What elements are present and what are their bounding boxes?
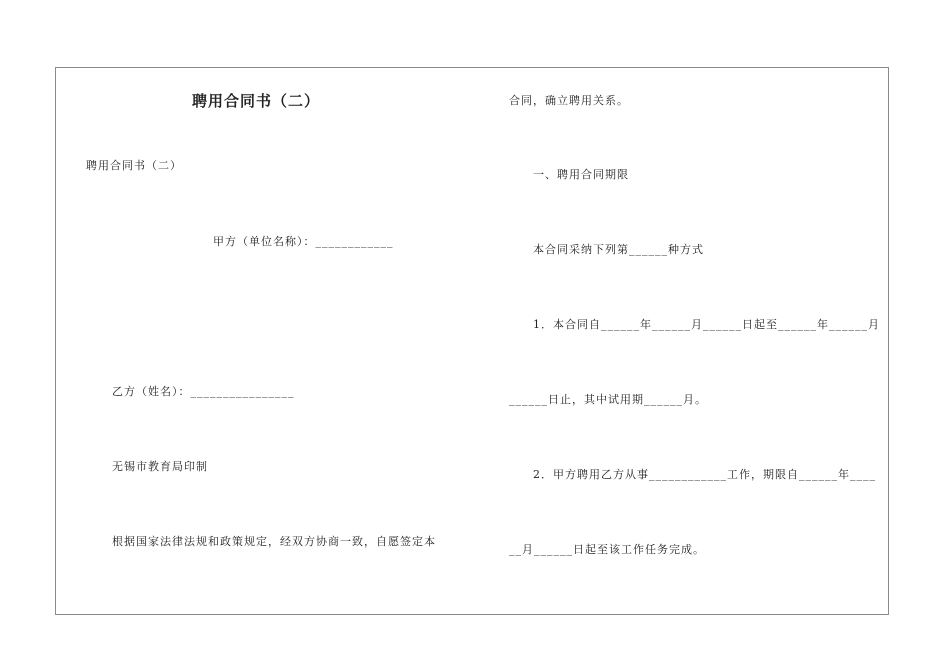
printer-line: 无锡市教育局印制 (112, 460, 208, 473)
party-b-line: 乙方（姓名）：________________ (112, 385, 295, 398)
party-a-line: 甲方（单位名称）：____________ (213, 235, 394, 248)
preamble-line: 根据国家法律法规和政策规定，经双方协商一致，自愿签定本 (112, 535, 436, 548)
item-1-line-2: ______日止，其中试用期______月。 (509, 393, 707, 406)
document-page-border (55, 67, 889, 615)
preamble-continued-line: 合同，确立聘用关系。 (509, 94, 629, 107)
item-1-line-1: 1．本合同自______年______月______日起至______年______月 (533, 318, 880, 331)
item-2-line-1: 2．甲方聘用乙方从事____________工作，期限自______年____ (533, 468, 876, 481)
document-subtitle: 聘用合同书（二） (86, 159, 182, 172)
section-1-heading: 一、聘用合同期限 (533, 168, 629, 181)
item-2-line-2: __月______日起至该工作任务完成。 (509, 543, 705, 556)
method-line: 本合同采纳下列第______种方式 (533, 243, 704, 256)
document-main-title: 聘用合同书（二） (192, 92, 321, 110)
